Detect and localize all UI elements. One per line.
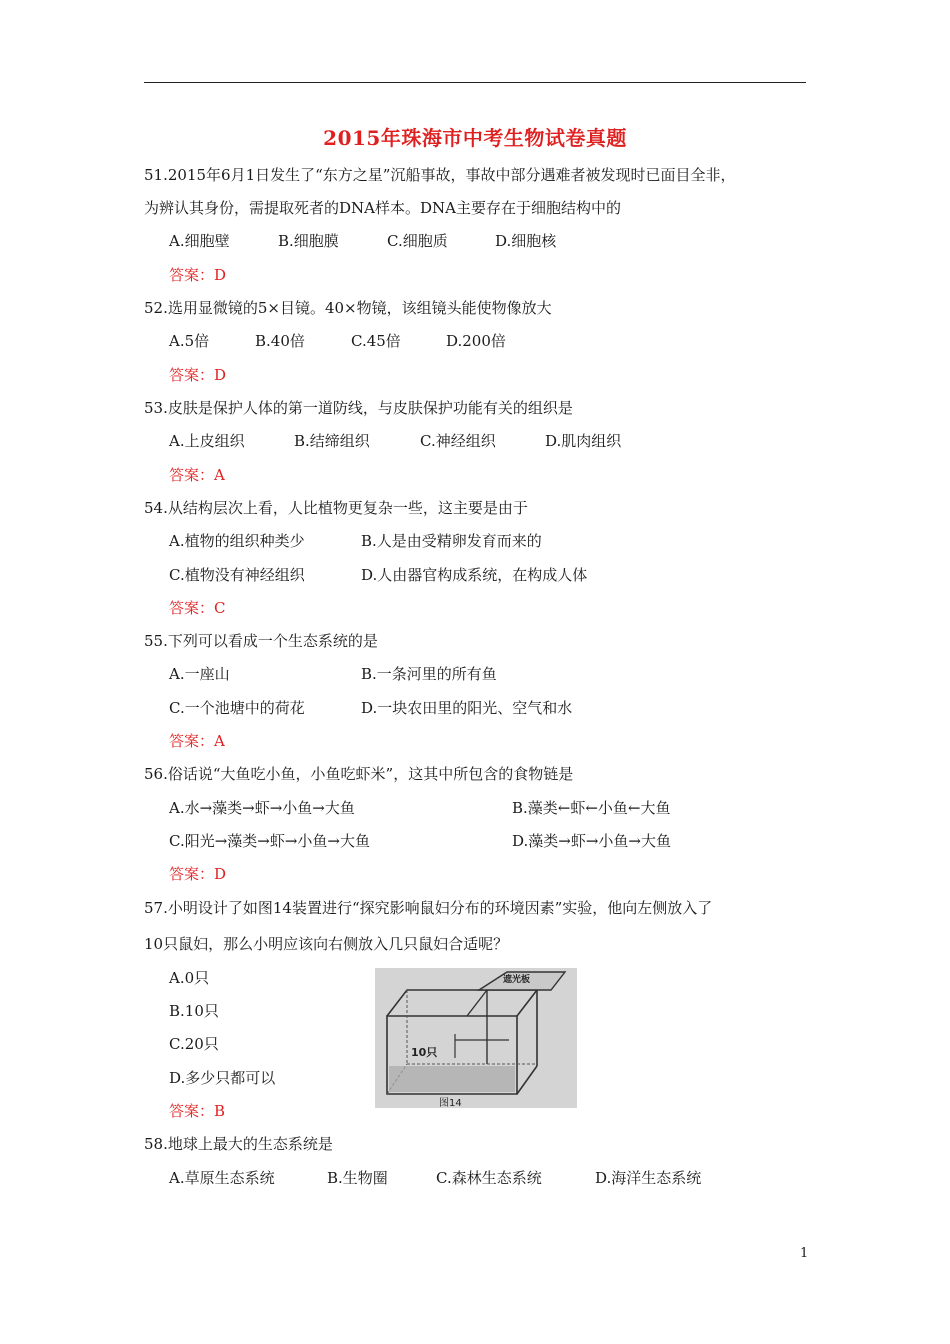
question-58-line-1: 58.地球上最大的生态系统是 [144, 1135, 333, 1153]
box-diagram [375, 968, 577, 1108]
option-b: B.一条河里的所有鱼 [361, 665, 497, 683]
answer-54: 答案：C [169, 599, 226, 617]
option-b: B.人是由受精卵发育而来的 [361, 532, 542, 550]
option-b: B.细胞膜 [278, 232, 339, 250]
option-c: C.细胞质 [387, 232, 448, 250]
question-57-line-2: 10只鼠妇，那么小明应该向右侧放入几只鼠妇合适呢？ [144, 935, 509, 953]
option-a: A.细胞壁 [169, 232, 230, 250]
option-d: D.多少只都可以 [169, 1069, 276, 1087]
option-a: A.草原生态系统 [169, 1169, 275, 1187]
option-b: B.生物圈 [327, 1169, 388, 1187]
page-title: 2015年珠海市中考生物试卷真题 [323, 126, 627, 150]
answer-52: 答案：D [169, 366, 227, 384]
option-d: D.海洋生态系统 [595, 1169, 702, 1187]
cover-board-label: 遮光板 [503, 975, 531, 985]
question-54-line-1: 54.从结构层次上看，人比植物更复杂一些，这主要是由于 [144, 499, 528, 517]
option-c: C.45倍 [351, 332, 401, 350]
question-51-line-2: 为辨认其身份，需提取死者的DNA样本。DNA主要存在于细胞结构中的 [144, 199, 621, 217]
option-a: A.上皮组织 [169, 432, 245, 450]
question-53-line-1: 53.皮肤是保护人体的第一道防线，与皮肤保护功能有关的组织是 [144, 399, 573, 417]
question-56-line-1: 56.俗话说“大鱼吃小鱼，小鱼吃虾米”，这其中所包含的食物链是 [144, 765, 574, 783]
answer-56: 答案：D [169, 865, 227, 883]
option-a: A.一座山 [169, 665, 230, 683]
figure-14-apparatus [375, 968, 577, 1108]
option-c: C.植物没有神经组织 [169, 566, 305, 584]
answer-55: 答案：A [169, 732, 225, 750]
option-c: C.20只 [169, 1035, 219, 1053]
option-a: A.0只 [169, 969, 210, 987]
count-label: 10只 [411, 1046, 438, 1059]
option-d: D.藻类→虾→小鱼→大鱼 [512, 832, 671, 850]
page-number: 1 [800, 1246, 809, 1261]
option-c: C.神经组织 [420, 432, 496, 450]
option-d: D.肌肉组织 [545, 432, 622, 450]
option-d: D.一块农田里的阳光、空气和水 [361, 699, 573, 717]
header-rule [144, 82, 806, 83]
question-52-line-1: 52.选用显微镜的5×目镜。40×物镜，该组镜头能使物像放大 [144, 299, 552, 317]
answer-53: 答案：A [169, 466, 225, 484]
option-d: D.200倍 [446, 332, 506, 350]
option-c: C.阳光→藻类→虾→小鱼→大鱼 [169, 832, 370, 850]
option-b: B.藻类←虾←小鱼←大鱼 [512, 799, 671, 817]
question-51-line-1: 51.2015年6月1日发生了“东方之星”沉船事故，事故中部分遇难者被发现时已面目全非， [144, 166, 736, 184]
option-c: C.森林生态系统 [436, 1169, 542, 1187]
question-57-line-1: 57.小明设计了如图14装置进行“探究影响鼠妇分布的环境因素”实验，他向左侧放入了 [144, 899, 713, 917]
answer-51: 答案：D [169, 266, 227, 284]
option-a: A.5倍 [169, 332, 210, 350]
answer-57: 答案：B [169, 1102, 226, 1120]
option-c: C.一个池塘中的荷花 [169, 699, 305, 717]
option-b: B.结缔组织 [294, 432, 370, 450]
option-d: D.人由器官构成系统，在构成人体 [361, 566, 588, 584]
question-55-line-1: 55.下列可以看成一个生态系统的是 [144, 632, 378, 650]
option-a: A.植物的组织种类少 [169, 532, 305, 550]
option-b: B.40倍 [255, 332, 305, 350]
option-a: A.水→藻类→虾→小鱼→大鱼 [169, 799, 355, 817]
option-d: D.细胞核 [495, 232, 557, 250]
figure-caption: 图14 [439, 1098, 462, 1108]
option-b: B.10只 [169, 1002, 219, 1020]
